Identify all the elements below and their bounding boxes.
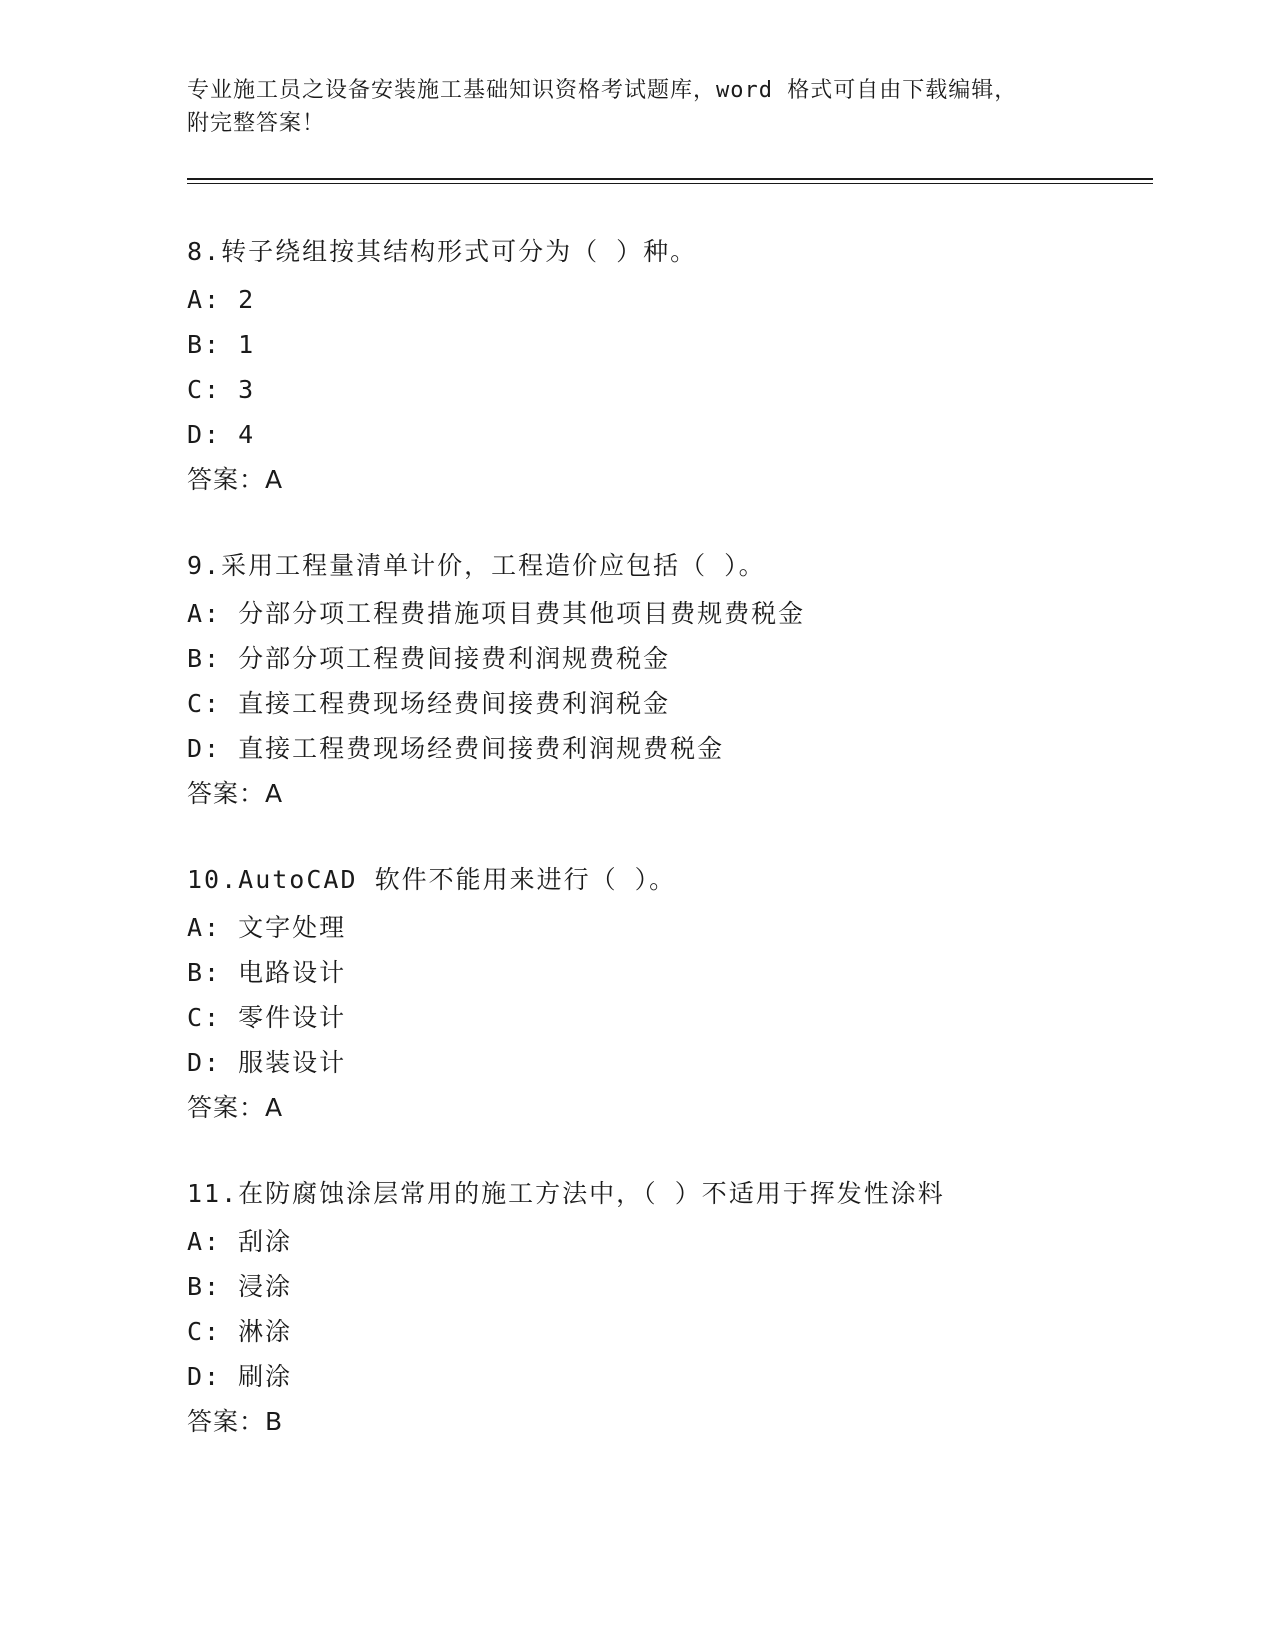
question-title: 11.在防腐蚀涂层常用的施工方法中，（ ）不适用于挥发性涂料 [187, 1179, 945, 1208]
option-c: C: 零件设计 [187, 1003, 347, 1032]
question-title: 9.采用工程量清单计价，工程造价应包括（ ）。 [187, 551, 766, 580]
header-divider-thick [187, 178, 1153, 180]
question-title: 10.AutoCAD 软件不能用来进行（ ）。 [187, 865, 677, 894]
option-b: B: 电路设计 [187, 958, 347, 987]
document-header [187, 74, 1087, 140]
question-9 [187, 544, 1167, 816]
option-a: A: 2 [187, 285, 256, 314]
option-a: A: 分部分项工程费措施项目费其他项目费规费税金 [187, 599, 806, 628]
option-d: D: 直接工程费现场经费间接费利润规费税金 [187, 734, 725, 763]
answer-line: 答案：A [187, 465, 284, 494]
answer-line: 答案：B [187, 1407, 284, 1436]
option-d: D: 刷涂 [187, 1362, 293, 1391]
header-divider-thin [187, 183, 1153, 184]
option-b: B: 分部分项工程费间接费利润规费税金 [187, 644, 671, 673]
question-title: 8.转子绕组按其结构形式可分为（ ）种。 [187, 237, 698, 266]
answer-line: 答案：A [187, 779, 284, 808]
question-11 [187, 1172, 1167, 1444]
question-8 [187, 230, 1167, 502]
option-c: C: 淋涂 [187, 1317, 293, 1346]
answer-line: 答案：A [187, 1093, 284, 1122]
option-b: B: 1 [187, 330, 256, 359]
header-line-1: 专业施工员之设备安装施工基础知识资格考试题库，word 格式可自由下载编辑， [187, 78, 1018, 103]
question-10 [187, 858, 1167, 1130]
header-line-2: 附完整答案！ [187, 111, 326, 136]
option-d: D: 4 [187, 420, 256, 449]
option-c: C: 直接工程费现场经费间接费利润税金 [187, 689, 671, 718]
option-a: A: 刮涂 [187, 1227, 293, 1256]
option-a: A: 文字处理 [187, 913, 347, 942]
option-c: C: 3 [187, 375, 256, 404]
option-b: B: 浸涂 [187, 1272, 293, 1301]
option-d: D: 服装设计 [187, 1048, 347, 1077]
